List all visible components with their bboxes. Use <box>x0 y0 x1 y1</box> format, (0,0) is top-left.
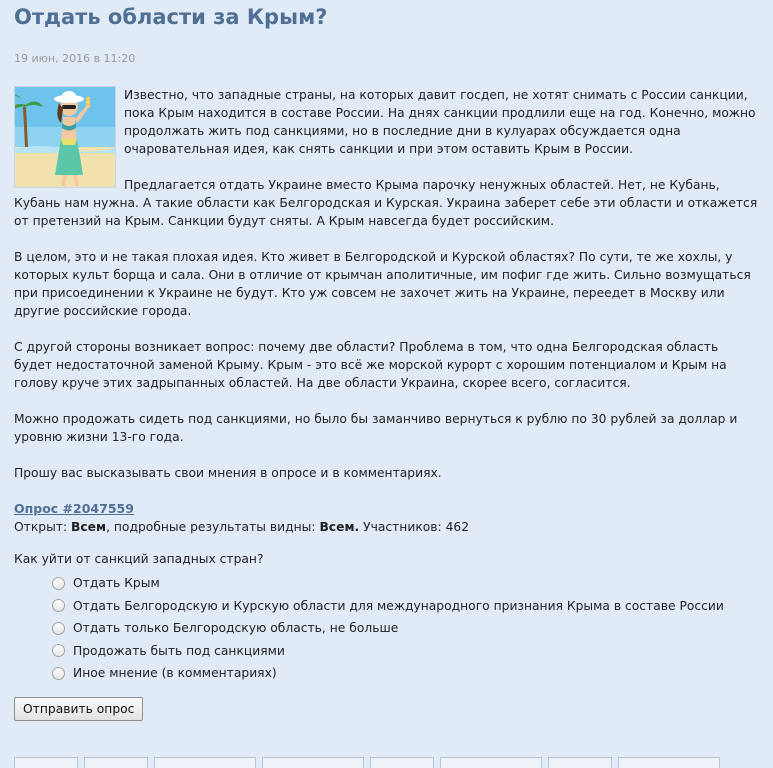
poll-option[interactable] <box>52 662 759 685</box>
poll-link[interactable]: Опрос #2047559 <box>14 501 134 516</box>
paragraph: С другой стороны возникает вопрос: почему две области? Проблема в том, что одна Белгородская область будет недостаточной заменой Крыму. Крым - это всё же морской курорт с хорошим потенциалом и Крым на голову круче этих задрыпанных областей. На две области Украина, скорее всего, согласится. <box>14 340 727 390</box>
post-body <box>14 86 759 500</box>
radio-button[interactable] <box>52 667 65 680</box>
toolbar-tab[interactable] <box>14 757 78 768</box>
toolbar-tab[interactable] <box>440 757 542 768</box>
radio-button[interactable] <box>52 644 65 657</box>
poll-option-label: Продожать быть под санкциями <box>73 643 285 658</box>
toolbar-tab[interactable] <box>370 757 434 768</box>
paragraph: Известно, что западные страны, на которых давит госдеп, не хотят снимать с России санкции, пока Крым находится в составе России. На днях санкции продлили еще на год. Конечно, можно продолжать жить под санкциями, но в последние дни в кулуарах обсуждается одна очаровательная идея, как снять санкции и при этом оставить Крым в России. <box>124 88 756 156</box>
poll-results-label: , подробные результаты видны: <box>106 520 316 534</box>
poll-option-label: Иное мнение (в комментариях) <box>73 666 277 681</box>
poll-question: Как уйти от санкций западных стран? <box>14 552 264 566</box>
toolbar-tab[interactable] <box>84 757 148 768</box>
radio-button[interactable] <box>52 577 65 590</box>
toolbar-tab[interactable] <box>548 757 612 768</box>
post-date: 19 июн, 2016 в 11:20 <box>14 52 136 65</box>
toolbar-tab[interactable] <box>154 757 256 768</box>
post-title[interactable]: Отдать области за Крым? <box>14 5 328 29</box>
poll-options <box>14 572 759 685</box>
poll-option-label: Отдать только Белгородскую область, не больше <box>73 621 399 636</box>
poll <box>14 500 759 721</box>
paragraph: Можно продожать сидеть под санкциями, но было бы заманчиво вернуться к рублю по 30 рублей за доллар и уровню жизни 13-го года. <box>14 412 738 444</box>
paragraph: В целом, это и не такая плохая идея. Кто живет в Белгородской и Курской областях? По сути, те же хохлы, у которых культ борща и сала. Они в отличие от крымчан аполитичные, им пофиг где жить. Сильно возмущаться при присоединении к Украине не будут. Кто уж совсем не захочет жить на Украине, переедет в Москву или другие российские города. <box>14 250 751 318</box>
poll-option-label: Отдать Белгородскую и Курскую области для международного признания Крыма в составе России <box>73 598 724 613</box>
poll-open-value: Всем <box>71 520 107 534</box>
poll-option[interactable] <box>52 595 759 618</box>
toolbar-tab[interactable] <box>262 757 364 768</box>
poll-participants: Участников: 462 <box>363 520 470 534</box>
poll-option-label: Отдать Крым <box>73 576 160 591</box>
bottom-toolbar <box>14 757 720 768</box>
paragraph: Предлагается отдать Украине вместо Крыма парочку ненужных областей. Нет, не Кубань, Кубань нам нужна. А такие области как Белгородская и Курская. Украина заберет себе эти области и откажется от претензий на Крым. Санкции будут сняты. А Крым навсегда будет российским. <box>14 178 758 228</box>
poll-meta <box>14 518 759 536</box>
radio-button[interactable] <box>52 622 65 635</box>
radio-button[interactable] <box>52 599 65 612</box>
poll-option[interactable] <box>52 640 759 663</box>
poll-option[interactable] <box>52 572 759 595</box>
poll-open-label: Открыт: <box>14 520 68 534</box>
toolbar-tab[interactable] <box>618 757 720 768</box>
paragraph: Прошу вас высказывать свои мнения в опросе и в комментариях. <box>14 466 442 480</box>
beach-girl-image <box>14 86 116 188</box>
poll-option[interactable] <box>52 617 759 640</box>
submit-poll-button[interactable]: Отправить опрос <box>14 697 143 721</box>
poll-results-value: Всем. <box>319 520 360 534</box>
